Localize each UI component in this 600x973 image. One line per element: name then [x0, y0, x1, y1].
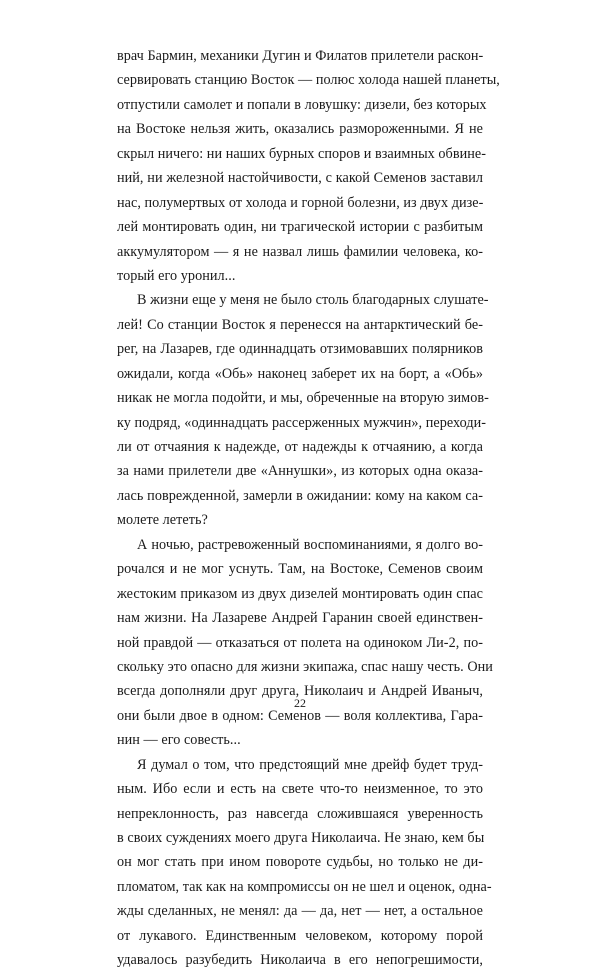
text-line: ний, ни железной настойчивости, с какой Семенов заставил — [117, 170, 483, 187]
text-line: всегда дополняли друг друга, Николаич и Андрей Иваныч, — [117, 683, 483, 700]
body-text — [117, 44, 500, 973]
text-line: лей! Со станции Восток я перенесся на антарктический бе- — [117, 316, 483, 333]
text-line: скольку это опасно для жизни экипажа, спас нашу честь. Они — [117, 658, 493, 675]
text-line: рег, на Лазарев, где одиннадцать отзимовавших полярников — [117, 341, 483, 358]
text-line: ли от отчаяния к надежде, от надежды к отчаянию, а когда — [117, 439, 483, 455]
text-line: жды сделанных, не менял: да — да, нет — нет, а остальное — [117, 903, 483, 920]
text-line: лась поврежденной, замерли в ожидании: кому на каком са- — [117, 487, 483, 504]
text-line: лей монтировать один, ни трагической истории с разбитым — [117, 219, 483, 236]
text-line: от лукавого. Единственным человеком, которому порой — [117, 927, 483, 944]
text-line: ным. Ибо если и есть на свете что-то неизменное, то это — [117, 781, 483, 798]
text-line: скрыл ничего: ни наших бурных споров и взаимных обвине- — [117, 145, 486, 162]
text-line: в своих суждениях моего друга Николаича. Не знаю, кем бы — [117, 830, 485, 846]
text-line: ку подряд, «одиннадцать рассерженных мужчин», переходи- — [117, 414, 487, 431]
text-line: на Востоке нельзя жить, оказались размороженными. Я не — [117, 121, 483, 138]
text-line: сервировать станцию Восток — полюс холода нашей планеты, — [117, 72, 500, 89]
text-line: нам жизни. На Лазареве Андрей Гаранин своей единствен- — [117, 610, 483, 627]
text-line: торый его уронил... — [117, 267, 236, 284]
text-line: нас, полумертвых от холода и горной болезни, из двух дизе- — [117, 194, 484, 211]
text-line: непреклонность, раз навсегда сложившаяся уверенность — [117, 805, 483, 822]
text-line: нин — его совесть... — [117, 732, 241, 749]
text-line: В жизни еще у меня не было столь благодарных слушате- — [137, 292, 489, 309]
text-line: врач Бармин, механики Дугин и Филатов прилетели раскон- — [117, 48, 484, 64]
text-line: отпустили самолет и попали в ловушку: дизели, без которых — [117, 96, 487, 113]
text-line: удавалось разубедить Николаича в его непогрешимости, — [117, 952, 483, 969]
text-line: А ночью, растревоженный воспоминаниями, я долго во- — [137, 536, 483, 553]
text-line: ожидали, когда «Обь» наконец заберет их на борт, а «Обь» — [117, 365, 483, 382]
text-line: пломатом, так как на компромиссы он не шел и оценок, одна- — [117, 878, 492, 895]
text-line: за нами прилетели две «Аннушки», из которых одна оказа- — [117, 463, 483, 480]
text-line: Я думал о том, что предстоящий мне дрейф будет труд- — [137, 756, 483, 773]
text-line: жестоким приказом из двух дизелей монтировать один спас — [117, 585, 483, 602]
text-line: молете лететь? — [117, 512, 208, 529]
text-line: ной правдой — отказаться от полета на одиноком Ли-2, по- — [117, 634, 483, 651]
text-line: аккумулятором — я не назвал лишь фамилии человека, ко- — [117, 243, 483, 260]
text-line: рочался и не мог уснуть. Там, на Востоке, Семенов своим — [117, 561, 483, 578]
page-number: 22 — [294, 696, 306, 710]
text-line: никак не могла подойти, и мы, обреченные на вторую зимов- — [117, 390, 489, 407]
text-line: они были двое в одном: Семенов — воля коллектива, Гара- — [117, 707, 483, 724]
text-line: он мог стать при ином повороте судьбы, но только не ди- — [117, 854, 483, 871]
